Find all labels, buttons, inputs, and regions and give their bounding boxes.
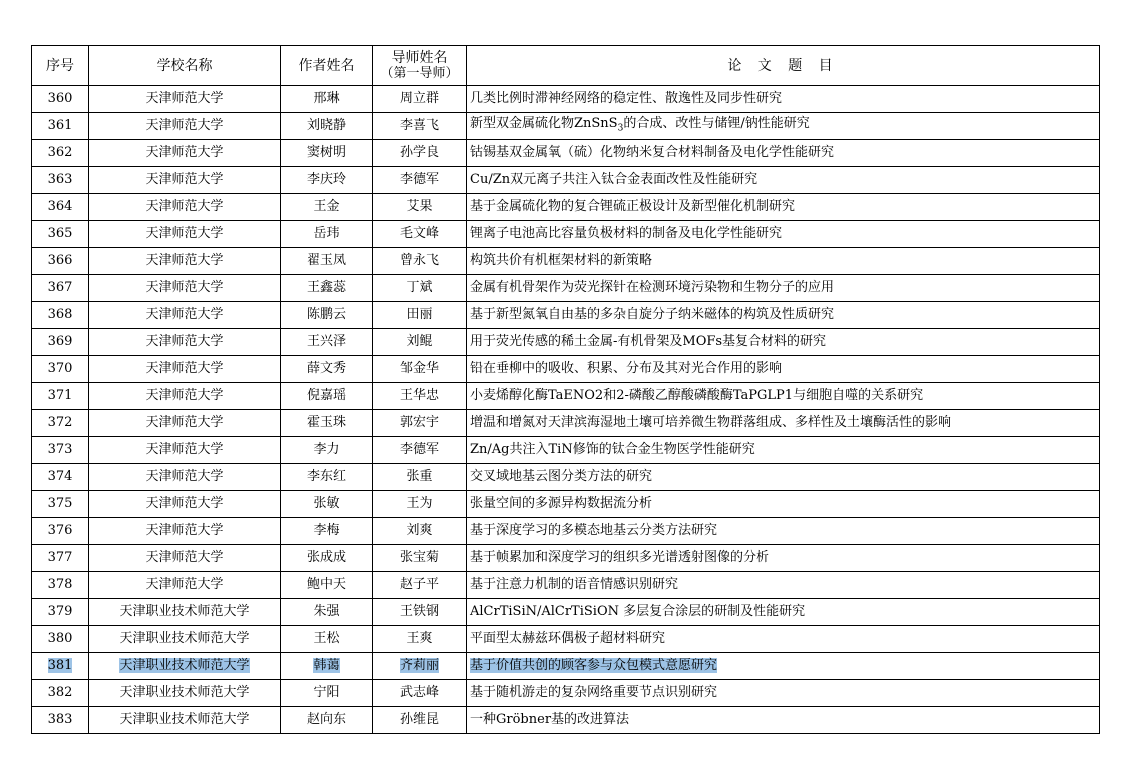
table-row[interactable] (32, 410, 1100, 437)
row-advisor: 孙学良 (373, 140, 467, 167)
row-no: 370 (32, 356, 89, 383)
row-advisor: 邹金华 (373, 356, 467, 383)
row-author: 霍玉珠 (281, 410, 373, 437)
table-row[interactable] (32, 599, 1100, 626)
row-school: 天津师范大学 (89, 545, 281, 572)
row-school: 天津职业技术师范大学 (89, 680, 281, 707)
row-school: 天津师范大学 (89, 302, 281, 329)
row-no: 382 (32, 680, 89, 707)
row-title: 基于帧累加和深度学习的组织多光谱透射图像的分析 (467, 545, 1100, 572)
row-advisor: 武志峰 (373, 680, 467, 707)
table-row[interactable] (32, 680, 1100, 707)
row-school: 天津师范大学 (89, 356, 281, 383)
row-author: 倪嘉瑶 (281, 383, 373, 410)
row-advisor: 张宝菊 (373, 545, 467, 572)
row-author: 鲍中天 (281, 572, 373, 599)
header-author: 作者姓名 (281, 46, 373, 86)
row-no: 362 (32, 140, 89, 167)
row-no: 366 (32, 248, 89, 275)
row-no: 371 (32, 383, 89, 410)
header-row (32, 46, 1100, 86)
table-row[interactable] (32, 356, 1100, 383)
table-row[interactable] (32, 383, 1100, 410)
row-title: 金属有机骨架作为荧光探针在检测环境污染物和生物分子的应用 (467, 275, 1100, 302)
row-no: 363 (32, 167, 89, 194)
row-school: 天津师范大学 (89, 572, 281, 599)
row-author: 张成成 (281, 545, 373, 572)
row-title: 基于金属硫化物的复合锂硫正极设计及新型催化机制研究 (467, 194, 1100, 221)
header-advisor-label: 导师姓名 (391, 49, 448, 66)
row-no (32, 653, 89, 680)
row-school (89, 653, 281, 680)
table-row[interactable] (32, 248, 1100, 275)
row-title: 钴锡基双金属氧（硫）化物纳米复合材料制备及电化学性能研究 (467, 140, 1100, 167)
row-advisor: 王爽 (373, 626, 467, 653)
row-school: 天津师范大学 (89, 167, 281, 194)
row-advisor: 李喜飞 (373, 113, 467, 140)
row-advisor: 周立群 (373, 86, 467, 113)
row-school: 天津师范大学 (89, 329, 281, 356)
row-advisor (373, 653, 467, 680)
row-title: 增温和增氮对天津滨海湿地土壤可培养微生物群落组成、多样性及土壤酶活性的影响 (467, 410, 1100, 437)
row-no: 369 (32, 329, 89, 356)
row-author: 宁阳 (281, 680, 373, 707)
row-author: 王松 (281, 626, 373, 653)
row-title-part: 的合成、改性与储锂/钠性能研究 (623, 115, 810, 131)
row-author: 李梅 (281, 518, 373, 545)
row-no: 367 (32, 275, 89, 302)
header-no: 序号 (32, 46, 89, 86)
row-advisor: 刘爽 (373, 518, 467, 545)
row-school: 天津职业技术师范大学 (89, 626, 281, 653)
row-school: 天津职业技术师范大学 (89, 599, 281, 626)
row-school: 天津师范大学 (89, 410, 281, 437)
row-no: 368 (32, 302, 89, 329)
row-author: 翟玉凤 (281, 248, 373, 275)
row-advisor: 王华忠 (373, 383, 467, 410)
row-advisor: 李德军 (373, 167, 467, 194)
row-no: 377 (32, 545, 89, 572)
row-no: 361 (32, 113, 89, 140)
row-no: 374 (32, 464, 89, 491)
table-row[interactable] (32, 464, 1100, 491)
row-advisor: 孙维昆 (373, 707, 467, 734)
row-advisor: 李德军 (373, 437, 467, 464)
row-author: 王鑫蕊 (281, 275, 373, 302)
row-title-subscript: 3 (617, 123, 624, 134)
row-author: 李力 (281, 437, 373, 464)
header-title: 论 文 题 目 (467, 46, 1100, 86)
row-no: 379 (32, 599, 89, 626)
row-author: 邢琳 (281, 86, 373, 113)
row-author: 刘晓静 (281, 113, 373, 140)
table-row[interactable] (32, 626, 1100, 653)
table-row[interactable] (32, 167, 1100, 194)
row-title: 基于新型氮氧自由基的多杂自旋分子纳米磁体的构筑及性质研究 (467, 302, 1100, 329)
row-no: 372 (32, 410, 89, 437)
header-advisor (373, 46, 467, 86)
row-author-highlight: 韩蔼 (313, 658, 340, 673)
row-no-highlight: 381 (47, 658, 73, 673)
table-row[interactable] (32, 113, 1100, 140)
table-row[interactable] (32, 275, 1100, 302)
row-no: 375 (32, 491, 89, 518)
row-no: 383 (32, 707, 89, 734)
row-advisor: 郭宏宇 (373, 410, 467, 437)
table-row[interactable] (32, 140, 1100, 167)
row-school: 天津师范大学 (89, 518, 281, 545)
table-row[interactable] (32, 329, 1100, 356)
row-school: 天津师范大学 (89, 248, 281, 275)
row-advisor: 张重 (373, 464, 467, 491)
row-title (467, 653, 1100, 680)
row-advisor: 王为 (373, 491, 467, 518)
row-no: 360 (32, 86, 89, 113)
row-author: 窦树明 (281, 140, 373, 167)
header-school: 学校名称 (89, 46, 281, 86)
row-title: 交叉域地基云图分类方法的研究 (467, 464, 1100, 491)
table-row[interactable] (32, 572, 1100, 599)
row-author: 岳玮 (281, 221, 373, 248)
row-no: 378 (32, 572, 89, 599)
row-advisor: 丁斌 (373, 275, 467, 302)
row-advisor: 刘鲲 (373, 329, 467, 356)
row-no: 376 (32, 518, 89, 545)
row-author: 陈鹏云 (281, 302, 373, 329)
row-title (467, 113, 1100, 140)
row-title-highlight: 基于价值共创的顾客参与众包模式意愿研究 (470, 658, 718, 673)
table-row[interactable] (32, 491, 1100, 518)
row-title: 基于深度学习的多模态地基云分类方法研究 (467, 518, 1100, 545)
table-row[interactable] (32, 86, 1100, 113)
header-advisor-sub: （第一导师） (380, 65, 459, 81)
row-author: 李庆玲 (281, 167, 373, 194)
row-no: 364 (32, 194, 89, 221)
row-author: 张敏 (281, 491, 373, 518)
table-row[interactable] (32, 437, 1100, 464)
row-author: 朱强 (281, 599, 373, 626)
row-school: 天津师范大学 (89, 491, 281, 518)
row-author: 李东红 (281, 464, 373, 491)
row-school: 天津师范大学 (89, 113, 281, 140)
row-school: 天津师范大学 (89, 464, 281, 491)
row-author: 王金 (281, 194, 373, 221)
table-row[interactable] (32, 707, 1100, 734)
row-advisor: 艾果 (373, 194, 467, 221)
table-row[interactable] (32, 221, 1100, 248)
row-no: 365 (32, 221, 89, 248)
row-advisor: 曾永飞 (373, 248, 467, 275)
row-title: 小麦烯醇化酶TaENO2和2-磷酸乙醇酸磷酸酶TaPGLP1与细胞自噬的关系研究 (467, 383, 1100, 410)
row-author (281, 653, 373, 680)
row-title: AlCrTiSiN/AlCrTiSiON 多层复合涂层的研制及性能研究 (467, 599, 1100, 626)
row-title: 锂离子电池高比容量负极材料的制备及电化学性能研究 (467, 221, 1100, 248)
thesis-table (31, 45, 1100, 734)
row-title-part: 新型双金属硫化物ZnSnS (470, 115, 618, 131)
row-school: 天津师范大学 (89, 140, 281, 167)
row-school: 天津师范大学 (89, 221, 281, 248)
table-row[interactable] (32, 194, 1100, 221)
row-title: 铅在垂柳中的吸收、积累、分布及其对光合作用的影响 (467, 356, 1100, 383)
row-title: 一种Gröbner基的改进算法 (467, 707, 1100, 734)
row-title: 平面型太赫兹环偶极子超材料研究 (467, 626, 1100, 653)
row-no: 373 (32, 437, 89, 464)
row-advisor: 王铁钢 (373, 599, 467, 626)
row-title: 张量空间的多源异构数据流分析 (467, 491, 1100, 518)
row-title: Cu/Zn双元离子共注入钛合金表面改性及性能研究 (467, 167, 1100, 194)
table-row[interactable] (32, 302, 1100, 329)
row-title: 基于随机游走的复杂网络重要节点识别研究 (467, 680, 1100, 707)
row-title: 基于注意力机制的语音情感识别研究 (467, 572, 1100, 599)
row-advisor: 赵子平 (373, 572, 467, 599)
row-school: 天津师范大学 (89, 86, 281, 113)
row-school: 天津师范大学 (89, 383, 281, 410)
row-title: 构筑共价有机框架材料的新策略 (467, 248, 1100, 275)
row-no: 380 (32, 626, 89, 653)
row-advisor: 毛文峰 (373, 221, 467, 248)
row-author: 王兴泽 (281, 329, 373, 356)
row-school: 天津师范大学 (89, 194, 281, 221)
row-title: 几类比例时滞神经网络的稳定性、散逸性及同步性研究 (467, 86, 1100, 113)
table-row[interactable] (32, 545, 1100, 572)
row-title: Zn/Ag共注入TiN修饰的钛合金生物医学性能研究 (467, 437, 1100, 464)
row-advisor-highlight: 齐莉丽 (399, 658, 439, 673)
table-row[interactable] (32, 518, 1100, 545)
row-author: 薛文秀 (281, 356, 373, 383)
row-title: 用于荧光传感的稀土金属-有机骨架及MOFs基复合材料的研究 (467, 329, 1100, 356)
row-school: 天津师范大学 (89, 437, 281, 464)
row-school: 天津师范大学 (89, 275, 281, 302)
row-author: 赵向东 (281, 707, 373, 734)
row-school-highlight: 天津职业技术师范大学 (119, 658, 250, 673)
table-row[interactable] (32, 653, 1100, 680)
row-school: 天津职业技术师范大学 (89, 707, 281, 734)
row-advisor: 田丽 (373, 302, 467, 329)
